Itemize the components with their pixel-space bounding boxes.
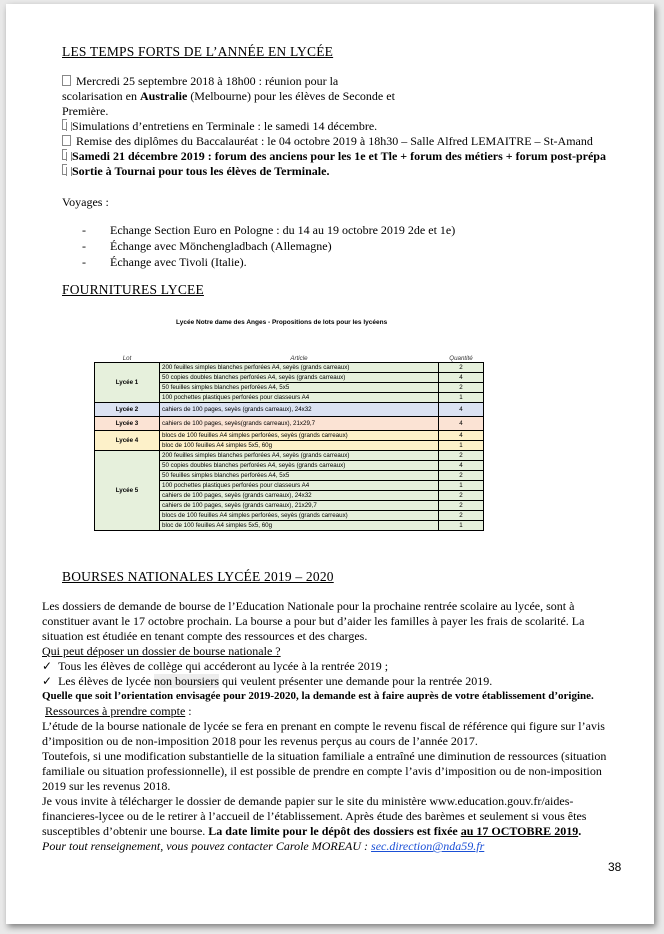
checkbox-icon [62, 135, 71, 146]
article-cell: bloc de 100 feuilles A4 simples 5x5, 60g [160, 521, 439, 531]
article-cell: blocs de 100 feuilles A4 simples perforées, seyès (grands carreaux) [160, 431, 439, 441]
qty-cell: 2 [439, 491, 484, 501]
voyage-item: - Échange avec Mönchengladbach (Allemagne) [82, 238, 582, 254]
qty-cell: 1 [439, 521, 484, 531]
event-item-cont: Première. [62, 104, 109, 118]
article-cell: cahiers de 100 pages, seyès (grands carreaux), 24x32 [160, 491, 439, 501]
event-item: Sortie à Tournai pour tous les élèves de Terminale. [62, 164, 622, 179]
qty-cell: 4 [439, 373, 484, 383]
article-cell: cahiers de 100 pages, seyès(grands carreaux), 21x29,7 [160, 417, 439, 431]
checkbox-icon [62, 75, 71, 86]
qty-cell: 2 [439, 451, 484, 461]
event-item: Samedi 21 décembre 2019 : forum des anciens pour les 1e et Tle + forum des métiers + forum post-prépa [62, 149, 622, 164]
section-heading-bourses: BOURSES NATIONALES LYCÉE 2019 – 2020 [62, 569, 334, 584]
article-cell: 200 feuilles simples blanches perforées A4, seyès (grands carreaux) [160, 451, 439, 461]
event-item-cont: scolarisation en Australie (Melbourne) pour les élèves de Seconde et [62, 89, 395, 103]
qty-cell: 1 [439, 481, 484, 491]
qty-cell: 4 [439, 431, 484, 441]
lot-name-cell: Lycée 5 [95, 451, 160, 531]
voyage-item: - Échange avec Tivoli (Italie). [82, 254, 582, 270]
resources-heading: Ressources à prendre compte : [45, 704, 192, 718]
qty-cell: 4 [439, 417, 484, 431]
article-cell: 100 pochettes plastiques perforées pour classeurs A4 [160, 393, 439, 403]
bourses-body [42, 599, 614, 854]
section-heading-temps-forts: LES TEMPS FORTS DE L’ANNÉE EN LYCÉE [62, 44, 334, 59]
col-header-lot: Lot [95, 354, 160, 363]
event-item: Remise des diplômes du Baccalauréat : le 04 octobre 2019 à 18h30 – Salle Alfred LEMAITRE – St-Amand [62, 134, 622, 149]
article-cell: bloc de 100 feuilles A4 simples 5x5, 60g [160, 441, 439, 451]
checkbox-icon [62, 119, 67, 130]
table-row [95, 431, 484, 441]
page-number: 38 [608, 860, 622, 874]
voyages-list [82, 222, 582, 270]
email-link[interactable]: sec.direction@nda59.fr [371, 839, 485, 853]
event-list [62, 74, 622, 179]
paragraph: L’étude de la bourse nationale de lycée se fera en prenant en compte le revenu fiscal de référence qui figure sur l’avis d’imposition ou de non-imposition 2018 pour les revenus perçus au cours de l’année 2017. [42, 719, 605, 748]
lot-name-cell: Lycée 4 [95, 431, 160, 451]
article-cell: 50 feuilles simples blanches perforées A4, 5x5 [160, 383, 439, 393]
article-cell: blocs de 100 feuilles A4 simples perforées, seyès (grands carreaux) [160, 511, 439, 521]
lot-name-cell: Lycée 3 [95, 417, 160, 431]
article-cell: cahiers de 100 pages, seyès (grands carreaux), 21x29,7 [160, 501, 439, 511]
checkbox-icon [62, 164, 67, 175]
article-cell: 50 copies doubles blanches perforées A4, seyès (grands carreaux) [160, 461, 439, 471]
intro-paragraph: Les dossiers de demande de bourse de l’Education Nationale pour la prochaine rentrée scolaire au lycée, sont à constituer avant le 17 octobre prochain. La bourse a pour but d’aider les familles à payer les frais de scolarité. La situation est étudiée en tenant compte des ressources et des charges. [42, 599, 585, 643]
qty-cell: 2 [439, 363, 484, 373]
qty-cell: 2 [439, 501, 484, 511]
checkmark-icon: ✓ [42, 674, 53, 688]
col-header-qty: Quantité [439, 354, 484, 363]
document-page [6, 4, 654, 924]
article-cell: 100 pochettes plastiques perforées pour classeurs A4 [160, 481, 439, 491]
qty-cell: 1 [439, 441, 484, 451]
article-cell: 50 copies doubles blanches perforées A4, seyès (grands carreaux) [160, 373, 439, 383]
check-item: ✓ Tous les élèves de collège qui accéderont au lycée à la rentrée 2019 ; [42, 659, 389, 673]
lot-name-cell: Lycée 2 [95, 403, 160, 417]
article-cell: 200 feuilles simples blanches perforées A4, seyès (grands carreaux) [160, 363, 439, 373]
qty-cell: 2 [439, 383, 484, 393]
qty-cell: 1 [439, 393, 484, 403]
table-title: Lycée Notre dame des Anges - Propositions de lots pour les lycéens [176, 319, 388, 326]
col-header-article: Article [160, 354, 439, 363]
lot-name-cell: Lycée 1 [95, 363, 160, 403]
voyages-label: Voyages : [62, 195, 109, 209]
checkbox-icon [62, 149, 67, 160]
supplies-table [94, 354, 484, 531]
paragraph: Toutefois, si une modification substantielle de la situation familiale a entraîné une diminution de ressources (situation familiale ou situation professionnelle), il est possible de prendre en compte l’avis d’imposition ou de non-imposition 2019 sur les revenus 2018. [42, 749, 607, 793]
table-row [95, 403, 484, 417]
table-row [95, 417, 484, 431]
table-row [95, 451, 484, 461]
qty-cell: 4 [439, 461, 484, 471]
bold-note: Quelle que soit l’orientation envisagée pour 2019-2020, la demande est à faire auprès de votre établissement d’origine. [42, 690, 594, 702]
article-cell: cahiers de 100 pages, seyès (grands carreaux), 24x32 [160, 403, 439, 417]
event-item: Mercredi 25 septembre 2018 à 18h00 : réunion pour la [62, 74, 622, 89]
qty-cell: 2 [439, 471, 484, 481]
paragraph: Je vous invite à télécharger le dossier de demande papier sur le site du ministère www.education.gouv.fr/aides-financieres-lycee ou de le retirer à l’accueil de l’établissement. Après étude des barèmes et seulement si vous êtes susceptibles d’obtenir une bourse. La date limite pour le dépôt des dossiers est fixée au 17 OCTOBRE 2019. [42, 794, 587, 838]
section-heading-fournitures: FOURNITURES LYCEE [62, 282, 204, 297]
who-question: Qui peut déposer un dossier de bourse nationale ? [42, 644, 281, 658]
voyage-item: - Echange Section Euro en Pologne : du 14 au 19 octobre 2019 2de et 1e) [82, 222, 582, 238]
qty-cell: 4 [439, 403, 484, 417]
table-row [95, 363, 484, 373]
check-item: ✓ Les élèves de lycée non boursiers qui veulent présenter une demande pour la rentrée 2019. [42, 674, 493, 688]
article-cell: 50 feuilles simples blanches perforées A4, 5x5 [160, 471, 439, 481]
qty-cell: 2 [439, 511, 484, 521]
checkmark-icon: ✓ [42, 659, 53, 673]
table-header-row [95, 354, 484, 363]
event-item: Simulations d’entretiens en Terminale : le samedi 14 décembre. [62, 119, 622, 134]
contact-line: Pour tout renseignement, vous pouvez contacter Carole MOREAU : sec.direction@nda59.fr [42, 839, 485, 853]
